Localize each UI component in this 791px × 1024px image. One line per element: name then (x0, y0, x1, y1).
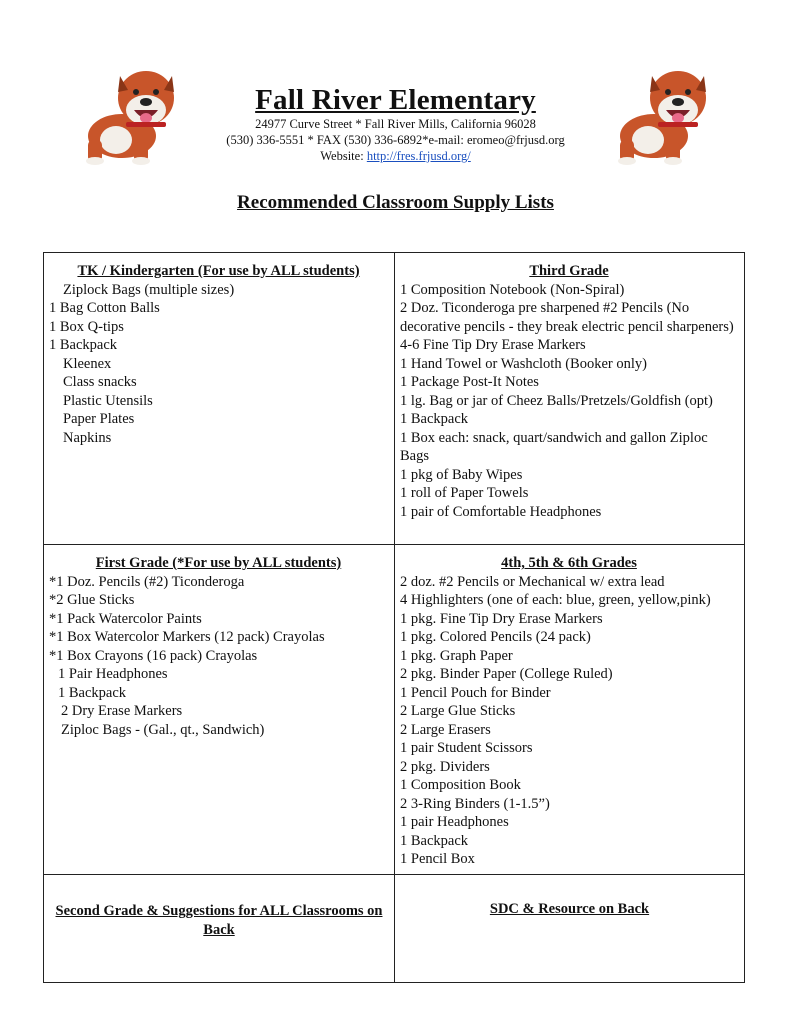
list-item: *1 Box Watercolor Markers (12 pack) Crayolas (49, 629, 325, 645)
list-item: 4 Highlighters (one of each: blue, green, yellow,pink) (400, 592, 711, 608)
list-item: Napkins (63, 429, 112, 446)
list-item: 1 pair of Comfortable Headphones (400, 503, 602, 520)
third-grade-cell (395, 253, 745, 545)
list-item: 1 pkg. Colored Pencils (24 pack) (400, 629, 591, 645)
list-item: 1 roll of Paper Towels (400, 485, 529, 501)
list-item: 1 Box each: snack, quart/sandwich and gallon Ziploc Bags (400, 429, 708, 464)
list-item: 2 pkg. Binder Paper (College Ruled) (400, 666, 613, 682)
list-item: 1 Pair Headphones (58, 666, 168, 682)
list-item: *1 Pack Watercolor Paints (49, 610, 202, 627)
list-item: 1 Pencil Box (400, 851, 475, 867)
list-item: *1 Doz. Pencils (#2) Ticonderoga (49, 573, 245, 590)
list-item: *2 Glue Sticks (49, 592, 135, 608)
list-item: 1 pkg of Baby Wipes (400, 466, 523, 483)
school-address: 24977 Curve Street * Fall River Mills, California 96028 (255, 117, 536, 131)
list-item: 1 pkg. Graph Paper (400, 647, 513, 664)
second-grade-cell (44, 875, 395, 983)
letterhead (150, 84, 641, 164)
list-item: 2 Large Glue Sticks (400, 703, 516, 719)
list-item: 1 Box Q-tips (49, 318, 124, 335)
list-item: 2 Dry Erase Markers (61, 703, 183, 719)
list-item: 1 pkg. Fine Tip Dry Erase Markers (400, 610, 603, 627)
list-item: 2 doz. #2 Pencils or Mechanical w/ extra lead (400, 573, 665, 590)
upper-grades-title: 4th, 5th & 6th Grades (501, 555, 637, 571)
list-item: 1 Bag Cotton Balls (49, 300, 160, 316)
list-item: 1 Composition Notebook (Non-Spiral) (400, 281, 625, 298)
second-grade-note: Second Grade & Suggestions for ALL Classrooms on Back (55, 903, 383, 938)
page-title: Recommended Classroom Supply Lists (237, 192, 554, 213)
list-item: 1 pair Student Scissors (400, 740, 533, 756)
list-item: 2 Large Erasers (400, 721, 491, 738)
list-item: 1 Backpack (49, 337, 118, 353)
first-grade-title: First Grade (*For use by ALL students) (95, 555, 342, 571)
list-item: 1 Package Post-It Notes (400, 374, 539, 390)
list-item: Ziploc Bags - (Gal., qt., Sandwich) (61, 721, 265, 738)
list-item: Kleenex (63, 355, 112, 372)
website-link[interactable]: http://fres.frjusd.org/ (366, 149, 471, 163)
list-item: Paper Plates (63, 411, 135, 427)
list-item: 1 Backpack (400, 832, 469, 849)
third-grade-title: Third Grade (529, 263, 609, 279)
school-website (150, 148, 641, 164)
sdc-note: SDC & Resource on Back (489, 901, 650, 917)
list-item: 1 pair Headphones (400, 814, 509, 830)
upper-grades-cell (395, 545, 745, 875)
list-item: Ziplock Bags (multiple sizes) (63, 281, 235, 298)
list-item: 1 Composition Book (400, 777, 521, 793)
list-item: Plastic Utensils (63, 392, 153, 409)
list-item: 1 Hand Towel or Washcloth (Booker only) (400, 355, 647, 372)
school-contact: (530) 336-5551 * FAX (530) 336-6892*e-mail: eromeo@frjusd.org (226, 133, 565, 147)
list-item: 1 lg. Bag or jar of Cheez Balls/Pretzels/Goldfish (opt) (400, 392, 713, 409)
sdc-cell (395, 875, 745, 983)
list-item: 4-6 Fine Tip Dry Erase Markers (400, 337, 586, 353)
school-name: Fall River Elementary (255, 84, 536, 116)
list-item: 2 Doz. Ticonderoga pre sharpened #2 Pencils (No decorative pencils - they break electric pencil sharpeners) (400, 300, 734, 335)
website-label: Website: (320, 149, 367, 163)
list-item: 2 3-Ring Binders (1-1.5”) (400, 795, 550, 812)
list-item: 2 pkg. Dividers (400, 758, 490, 775)
list-item: 1 Backpack (58, 684, 127, 701)
tk-title: TK / Kindergarten (For use by ALL students) (77, 263, 360, 279)
list-item: 1 Pencil Pouch for Binder (400, 684, 551, 701)
tk-cell (44, 253, 395, 545)
supply-table (43, 252, 745, 983)
list-item: 1 Backpack (400, 411, 469, 427)
list-item: *1 Box Crayons (16 pack) Crayolas (49, 647, 258, 664)
first-grade-cell (44, 545, 395, 875)
list-item: Class snacks (63, 374, 137, 390)
